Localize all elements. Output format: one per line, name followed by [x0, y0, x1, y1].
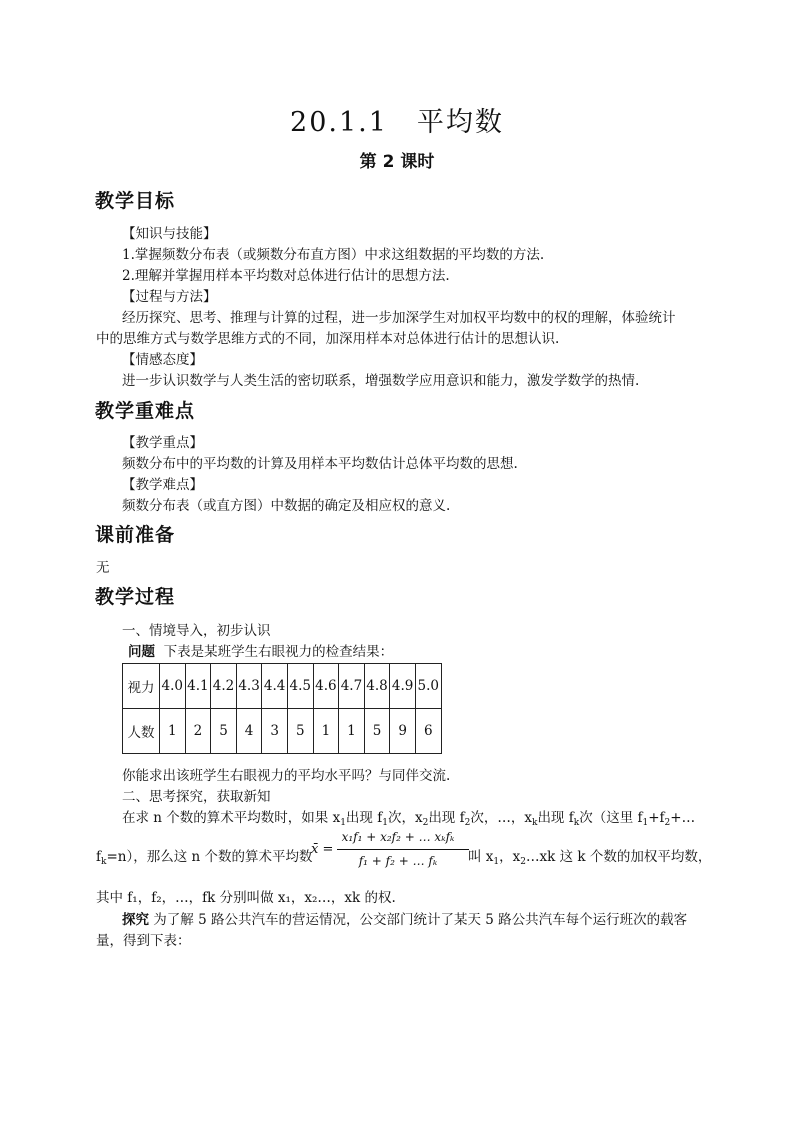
vision-cell: 4.5 — [287, 664, 313, 709]
step-2-heading: 二、思考探究，获取新知 — [122, 789, 271, 805]
count-cell: 5 — [211, 709, 237, 754]
weighted-mean-formula — [311, 830, 471, 874]
weighted-mean-para-line2a: $f_k=n$），那么这 n 个数的算术平均数 — [96, 849, 313, 867]
vision-row — [123, 664, 442, 709]
formula-numerator: x₁f₁ + x₂f₂ + … xₖfₖ — [341, 830, 455, 844]
explore-label: 探究 — [122, 912, 149, 928]
problem-label: 问题 — [128, 644, 155, 660]
formula-denominator: f₁ + f₂ + … fₖ — [358, 854, 438, 868]
section-heading-goals: 教学目标 — [95, 190, 176, 212]
weighted-mean-para-line2b: 叫 $x_1$，$x_2\dots xk$ 这 k 个数的加权平均数， — [468, 849, 712, 867]
count-row — [123, 709, 442, 754]
formula-lhs: x̄ = — [311, 842, 334, 857]
vision-cell: 4.0 — [160, 664, 186, 709]
vision-cell: 4.3 — [236, 664, 262, 709]
vision-cell: 4.8 — [364, 664, 390, 709]
vision-cell: 4.7 — [339, 664, 365, 709]
key-text: 频数分布中的平均数的计算及用样本平均数估计总体平均数的思想. — [122, 456, 518, 472]
lesson-subtitle: 第 2 课时 — [359, 152, 435, 172]
vision-cell: 4.6 — [313, 664, 339, 709]
problem-line — [128, 640, 393, 660]
step-1-heading: 一、情境导入，初步认识 — [122, 623, 271, 639]
problem-text: 下表是某班学生右眼视力的检查结果： — [163, 644, 394, 660]
knowledge-item-2: 2.理解并掌握用样本平均数对总体进行估计的思想方法. — [122, 268, 450, 284]
count-cell: 1 — [160, 709, 186, 754]
count-row-header: 人数 — [123, 709, 160, 754]
count-cell: 4 — [236, 709, 262, 754]
process-label: 【过程与方法】 — [122, 289, 217, 305]
attitude-text: 进一步认识数学与人类生活的密切联系，增强数学应用意识和能力，激发学数学的热情. — [122, 373, 640, 389]
count-cell: 5 — [364, 709, 390, 754]
knowledge-label: 【知识与技能】 — [122, 226, 217, 242]
prep-text: 无 — [96, 560, 110, 576]
vision-cell: 4.2 — [211, 664, 237, 709]
section-heading-prep: 课前准备 — [95, 524, 176, 546]
formula-fraction-bar — [337, 849, 469, 850]
attitude-label: 【情感态度】 — [122, 352, 203, 368]
vision-cell: 4.4 — [262, 664, 288, 709]
section-heading-process: 教学过程 — [95, 586, 176, 608]
question-text: 你能求出该班学生右眼视力的平均水平吗？与同伴交流. — [122, 768, 451, 784]
page-title: 20.1.1 平均数 — [290, 107, 504, 138]
difficulty-text: 频数分布表（或直方图）中数据的确定及相应权的意义. — [122, 498, 451, 514]
section-heading-keypoints: 教学重难点 — [95, 400, 196, 422]
vision-cell: 4.9 — [390, 664, 416, 709]
weighted-mean-para-line1: 在求 n 个数的算术平均数时，如果 $x_1$出现 $f_1$次，$x_2$出现 $f_2$次，…，$x_k$出现 $f_k$次（这里 $f_1+f_2+\dots$ — [122, 810, 696, 828]
count-cell: 1 — [313, 709, 339, 754]
vision-cell: 4.1 — [185, 664, 211, 709]
explore-line2: 量，得到下表： — [96, 933, 191, 949]
explore-line1: 探究 为了解 5 路公共汽车的营运情况，公交部门统计了某天 5 路公共汽车每个运行班次的载客 — [122, 912, 688, 928]
count-cell: 9 — [390, 709, 416, 754]
difficulty-label: 【教学难点】 — [122, 477, 203, 493]
weighted-mean-para-line3: 其中 f₁，f₂，…，fk 分别叫做 x₁，x₂…，xk 的权. — [96, 890, 396, 906]
count-cell: 2 — [185, 709, 211, 754]
vision-cell: 5.0 — [415, 664, 441, 709]
vision-row-header: 视力 — [123, 664, 160, 709]
key-label: 【教学重点】 — [122, 435, 203, 451]
count-cell: 1 — [339, 709, 365, 754]
vision-table — [122, 663, 442, 754]
process-text-line1: 经历探究、思考、推理与计算的过程，进一步加深学生对加权平均数中的权的理解，体验统计 — [122, 310, 676, 326]
knowledge-item-1: 1.掌握频数分布表（或频数分布直方图）中求这组数据的平均数的方法. — [122, 247, 545, 263]
count-cell: 5 — [287, 709, 313, 754]
count-cell: 3 — [262, 709, 288, 754]
count-cell: 6 — [415, 709, 441, 754]
process-text-line2: 中的思维方式与数学思维方式的不同，加深用样本对总体进行估计的思想认识. — [96, 331, 560, 347]
